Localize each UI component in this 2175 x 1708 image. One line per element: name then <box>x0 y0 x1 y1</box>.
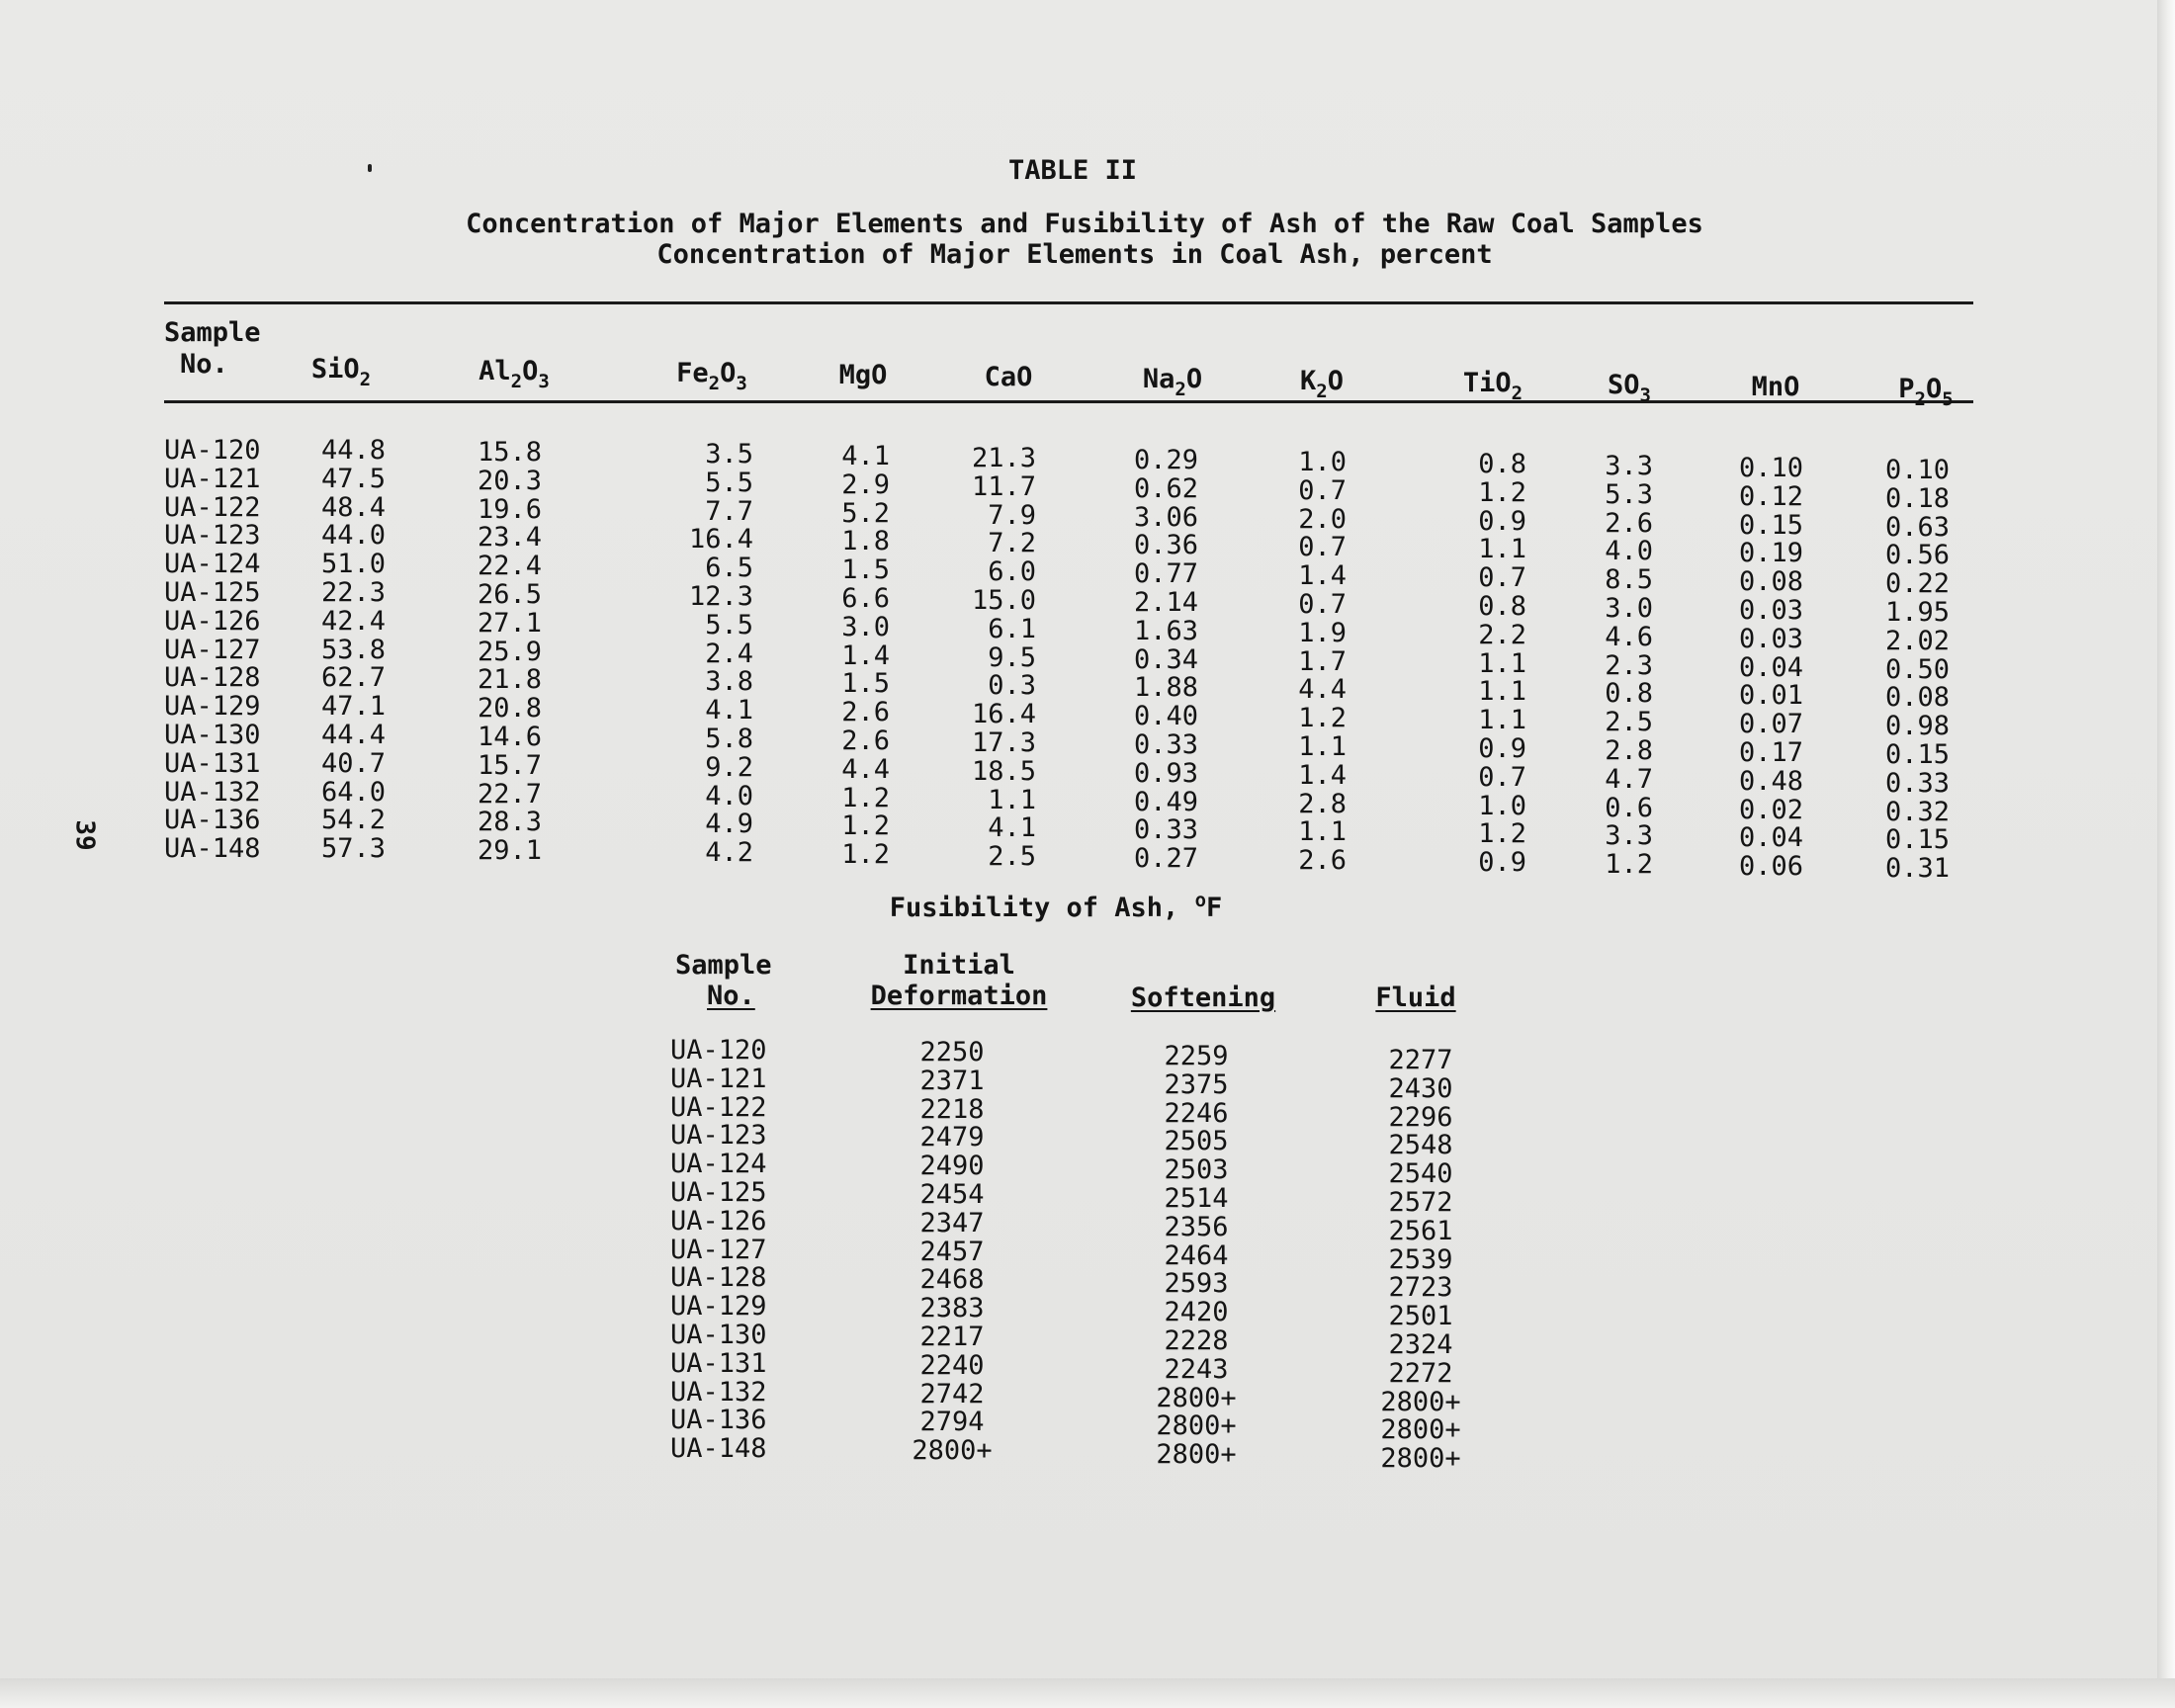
table-cell: 0.93 <box>1133 757 1198 789</box>
table-cell: 14.6 <box>477 722 542 752</box>
header-col-1-sub: 2 <box>359 369 372 390</box>
table-cell: 3.3 <box>1605 451 1653 481</box>
table-cell: 6.5 <box>705 553 753 584</box>
table-cell: 3.8 <box>705 666 753 698</box>
table-cell: 1.1 <box>1298 816 1347 848</box>
header-col-11-sub: 2 <box>1914 388 1926 410</box>
table-cell: 1.2 <box>1298 703 1347 734</box>
header-col-7 <box>1300 366 1344 402</box>
fusibility-title-text: Fusibility of Ash, <box>889 893 1195 923</box>
table-cell: 15.0 <box>971 585 1036 616</box>
table-cell: 4.1 <box>988 812 1036 844</box>
table-cell: 51.0 <box>320 549 386 580</box>
header-col-6-sub: 2 <box>1174 379 1186 400</box>
fus-fluid-temp: 2430 <box>1388 1072 1453 1104</box>
header-sample-line2: No. <box>180 349 228 380</box>
header-col-3 <box>676 358 747 394</box>
table-cell: 47.1 <box>320 691 386 723</box>
table-cell: 1.63 <box>1133 615 1198 646</box>
sample-id: UA-132 <box>164 776 261 808</box>
header-col-10 <box>1752 374 1800 402</box>
table-cell: 3.0 <box>1605 593 1653 624</box>
fus-initial-temp: 2217 <box>919 1322 985 1352</box>
fus-fluid-temp: 2324 <box>1388 1329 1453 1360</box>
table-cell: 4.0 <box>1605 536 1653 567</box>
table-cell: 2.02 <box>1884 625 1950 656</box>
table-cell: 16.4 <box>971 699 1036 730</box>
fus-sample-id: UA-121 <box>670 1063 767 1094</box>
table-cell: 0.04 <box>1738 651 1803 683</box>
table-cell: 44.8 <box>320 435 386 466</box>
table-cell: 2.0 <box>1298 503 1347 535</box>
fus-header-fluid: Fluid <box>1375 982 1456 1013</box>
fus-header-sample-line1: Sample <box>675 950 772 981</box>
header-col-7-base2: O <box>1327 366 1344 396</box>
degree-mark: o <box>1194 890 1207 911</box>
fus-fluid-temp: 2277 <box>1388 1045 1453 1075</box>
header-col-1 <box>310 354 372 390</box>
sample-id: UA-125 <box>164 577 261 608</box>
table-cell: 16.4 <box>688 524 753 555</box>
table-cell: 1.1 <box>988 784 1036 815</box>
fus-initial-temp: 2240 <box>919 1349 985 1381</box>
header-col-2-base: Al <box>478 356 511 386</box>
table-cell: 54.2 <box>320 805 386 836</box>
table-cell: 8.5 <box>1605 564 1653 596</box>
table-cell: 2.6 <box>841 697 890 728</box>
table-cell: 0.77 <box>1133 558 1198 590</box>
page-edge-bottom <box>0 1678 2175 1708</box>
table-cell: 0.62 <box>1133 472 1198 504</box>
header-col-8 <box>1462 368 1523 404</box>
table-cell: 7.7 <box>705 495 753 527</box>
table-title: Concentration of Major Elements and Fusibility of Ash of the Raw Coal Samples <box>466 209 1703 239</box>
table-cell: 0.7 <box>1478 761 1526 793</box>
table-cell: 21.8 <box>477 664 542 696</box>
table-cell: 0.19 <box>1738 538 1803 569</box>
table-cell: 28.3 <box>477 807 542 838</box>
fus-sample-id: UA-125 <box>670 1177 767 1208</box>
sample-id: UA-123 <box>164 520 261 552</box>
table-cell: 0.9 <box>1478 847 1526 879</box>
table-cell: 0.8 <box>1478 591 1526 622</box>
header-col-7-sub: 2 <box>1316 381 1328 402</box>
header-col-2-sub: 2 <box>510 371 523 392</box>
table-cell: 2.8 <box>1298 788 1347 819</box>
table-cell: 1.2 <box>841 782 890 813</box>
table-cell: 0.02 <box>1738 794 1803 825</box>
sample-id: UA-121 <box>164 463 261 494</box>
sample-id: UA-136 <box>164 805 261 836</box>
sample-id: UA-148 <box>164 833 261 865</box>
table-cell: 0.01 <box>1738 680 1803 712</box>
header-sample-line1: Sample <box>164 317 261 348</box>
table-cell: 1.1 <box>1478 676 1526 708</box>
table-cell: 0.40 <box>1133 701 1198 732</box>
fus-softening-temp: 2800+ <box>1156 1382 1237 1413</box>
table-cell: 1.1 <box>1298 731 1347 762</box>
fus-header-sample-line2: No. <box>707 981 755 1011</box>
table-cell: 62.7 <box>320 662 386 694</box>
table-cell: 7.2 <box>988 528 1036 559</box>
table-cell: 0.18 <box>1884 482 1950 514</box>
table-cell: 7.9 <box>988 499 1036 531</box>
table-cell: 22.7 <box>477 778 542 810</box>
table-cell: 11.7 <box>971 470 1036 502</box>
fus-sample-id: UA-126 <box>670 1205 767 1237</box>
fus-sample-id: UA-120 <box>670 1035 767 1066</box>
fus-fluid-temp: 2272 <box>1388 1357 1453 1389</box>
table-cell: 0.07 <box>1738 709 1803 740</box>
table-cell: 1.1 <box>1478 705 1526 736</box>
fus-softening-temp: 2593 <box>1164 1268 1229 1300</box>
table-cell: 0.9 <box>1478 733 1526 764</box>
header-col-8-sub: 2 <box>1511 383 1523 404</box>
table-cell: 0.15 <box>1884 824 1950 856</box>
sample-id: UA-130 <box>164 720 261 750</box>
table-cell: 19.6 <box>477 493 542 525</box>
table-cell: 0.08 <box>1738 566 1803 598</box>
table-cell: 5.2 <box>841 497 890 529</box>
sample-id: UA-126 <box>164 605 261 637</box>
top-rule <box>164 301 1973 304</box>
sample-id: UA-131 <box>164 747 261 779</box>
table-cell: 0.33 <box>1133 814 1198 846</box>
table-cell: 1.4 <box>1298 560 1347 592</box>
table-cell: 1.0 <box>1298 447 1347 477</box>
fus-sample-id: UA-123 <box>670 1120 767 1152</box>
header-col-2 <box>478 356 550 392</box>
table-cell: 25.9 <box>477 636 542 667</box>
table-cell: 42.4 <box>320 605 386 637</box>
table-cell: 1.8 <box>841 526 890 557</box>
sample-id: UA-129 <box>164 691 261 723</box>
table-cell: 5.5 <box>705 609 753 640</box>
table-cell: 0.33 <box>1884 767 1950 799</box>
table-cell: 1.4 <box>841 640 890 671</box>
table-cell: 9.5 <box>988 641 1036 673</box>
table-cell: 0.31 <box>1884 853 1950 885</box>
fus-softening-temp: 2464 <box>1164 1239 1229 1271</box>
header-col-11-sub2: 5 <box>1942 388 1954 410</box>
table-cell: 0.7 <box>1298 589 1347 620</box>
table-cell: 15.8 <box>477 437 542 468</box>
fus-fluid-temp: 2539 <box>1388 1243 1453 1275</box>
header-col-2-base2: O <box>522 356 539 386</box>
table-cell: 18.5 <box>971 755 1036 787</box>
table-cell: 22.4 <box>477 551 542 582</box>
fusibility-unit: F <box>1206 893 1223 923</box>
table-cell: 5.5 <box>705 467 753 498</box>
table-cell: 0.03 <box>1738 623 1803 654</box>
fus-sample-id: UA-124 <box>670 1149 767 1180</box>
table-cell: 0.32 <box>1884 796 1950 827</box>
fus-fluid-temp: 2548 <box>1388 1130 1453 1161</box>
table-cell: 0.33 <box>1133 729 1198 760</box>
table-cell: 0.10 <box>1884 455 1950 485</box>
speck-mark <box>368 164 372 172</box>
sample-id: UA-128 <box>164 662 261 694</box>
header-col-3-base: Fe <box>676 358 709 388</box>
header-col-6-base2: O <box>1185 364 1203 394</box>
table-cell: 4.4 <box>841 753 890 785</box>
fus-initial-temp: 2454 <box>919 1179 985 1210</box>
table-cell: 0.15 <box>1884 739 1950 770</box>
header-col-2-sub2: 3 <box>538 371 550 392</box>
fus-fluid-temp: 2572 <box>1388 1187 1453 1218</box>
header-col-4-base: MgO <box>838 360 888 390</box>
fus-sample-id: UA-131 <box>670 1347 767 1379</box>
header-col-6 <box>1142 364 1203 400</box>
table-cell: 2.2 <box>1478 619 1526 650</box>
fus-softening-temp: 2356 <box>1164 1211 1229 1242</box>
table-cell: 0.12 <box>1738 480 1803 512</box>
fus-sample-id: UA-130 <box>670 1320 767 1350</box>
table-cell: 0.6 <box>1605 792 1653 823</box>
table-cell: 0.8 <box>1605 678 1653 710</box>
header-col-11-base2: O <box>1926 374 1943 404</box>
fus-softening-temp: 2800+ <box>1156 1410 1237 1442</box>
fus-initial-temp: 2468 <box>919 1264 985 1296</box>
fus-sample-id: UA-128 <box>670 1262 767 1294</box>
table-cell: 1.2 <box>1478 476 1526 508</box>
page-number: 39 <box>69 819 100 851</box>
table-cell: 0.34 <box>1133 643 1198 675</box>
fus-initial-temp: 2371 <box>919 1065 985 1096</box>
fus-fluid-temp: 2561 <box>1388 1215 1453 1246</box>
table-cell: 15.7 <box>477 749 542 781</box>
sample-id: UA-124 <box>164 549 261 580</box>
table-cell: 2.5 <box>1605 707 1653 738</box>
header-col-8-base: TiO <box>1462 368 1512 398</box>
table-cell: 0.7 <box>1478 562 1526 594</box>
table-cell: 0.29 <box>1133 445 1198 475</box>
table-cell: 2.6 <box>841 726 890 756</box>
fus-softening-temp: 2800+ <box>1156 1439 1237 1471</box>
fus-initial-temp: 2490 <box>919 1151 985 1182</box>
table-cell: 2.14 <box>1133 587 1198 618</box>
header-col-9-sub: 3 <box>1639 384 1651 406</box>
table-cell: 57.3 <box>320 833 386 865</box>
table-cell: 0.7 <box>1298 474 1347 506</box>
table-cell: 2.8 <box>1605 735 1653 766</box>
table-cell: 4.6 <box>1605 621 1653 652</box>
header-col-7-base: K <box>1300 366 1317 396</box>
table-cell: 1.0 <box>1478 790 1526 821</box>
table-cell: 4.1 <box>841 441 890 471</box>
table-cell: 4.7 <box>1605 763 1653 795</box>
fus-header-initial-line2: Deformation <box>870 981 1048 1011</box>
header-rule <box>164 400 1973 403</box>
table-cell: 0.17 <box>1738 737 1803 768</box>
fus-initial-temp: 2250 <box>919 1037 985 1068</box>
fus-fluid-temp: 2723 <box>1388 1272 1453 1304</box>
table-cell: 44.4 <box>320 720 386 750</box>
table-cell: 2.6 <box>1605 507 1653 539</box>
fus-fluid-temp: 2800+ <box>1380 1443 1461 1475</box>
table-cell: 12.3 <box>688 581 753 612</box>
table-cell: 22.3 <box>320 577 386 608</box>
table-cell: 26.5 <box>477 579 542 610</box>
fus-softening-temp: 2246 <box>1164 1097 1229 1129</box>
table-cell: 1.9 <box>1298 617 1347 648</box>
table-cell: 0.50 <box>1884 653 1950 685</box>
table-subtitle: Concentration of Major Elements in Coal Ash, percent <box>656 239 1493 270</box>
fus-sample-id: UA-136 <box>670 1405 767 1436</box>
table-cell: 1.95 <box>1884 597 1950 628</box>
table-cell: 4.2 <box>705 837 753 869</box>
table-cell: 5.8 <box>705 724 753 754</box>
table-cell: 2.4 <box>705 638 753 669</box>
table-cell: 0.04 <box>1738 822 1803 854</box>
sample-id: UA-120 <box>164 435 261 466</box>
table-cell: 0.3 <box>988 670 1036 702</box>
fus-initial-temp: 2800+ <box>912 1435 993 1467</box>
table-cell: 0.49 <box>1133 786 1198 817</box>
header-col-11-base: P <box>1898 374 1915 404</box>
table-cell: 0.08 <box>1884 682 1950 714</box>
fus-sample-id: UA-122 <box>670 1091 767 1123</box>
table-cell: 64.0 <box>320 776 386 808</box>
table-cell: 0.48 <box>1738 765 1803 797</box>
header-col-5 <box>985 364 1033 392</box>
fus-header-initial-line1: Initial <box>903 950 1015 981</box>
table-cell: 47.5 <box>320 463 386 494</box>
table-cell: 53.8 <box>320 634 386 665</box>
fus-initial-temp: 2457 <box>919 1236 985 1267</box>
table-cell: 4.9 <box>705 809 753 840</box>
table-cell: 27.1 <box>477 607 542 639</box>
fus-sample-id: UA-132 <box>670 1376 767 1408</box>
table-cell: 44.0 <box>320 520 386 552</box>
table-cell: 1.5 <box>841 668 890 700</box>
table-cell: 1.2 <box>1478 818 1526 850</box>
fus-sample-id: UA-148 <box>670 1433 767 1465</box>
table-cell: 3.0 <box>841 611 890 642</box>
table-cell: 1.2 <box>841 839 890 871</box>
fus-sample-id: UA-127 <box>670 1234 767 1265</box>
fus-header-softening: Softening <box>1130 982 1276 1013</box>
table-cell: 0.03 <box>1738 595 1803 626</box>
fus-fluid-temp: 2540 <box>1388 1158 1453 1190</box>
header-col-9 <box>1608 370 1651 406</box>
header-col-10-base: MnO <box>1751 372 1800 402</box>
table-cell: 0.22 <box>1884 568 1950 600</box>
fus-softening-temp: 2375 <box>1164 1068 1229 1100</box>
fus-fluid-temp: 2800+ <box>1380 1414 1461 1446</box>
table-cell: 1.1 <box>1478 534 1526 565</box>
table-cell: 1.4 <box>1298 759 1347 791</box>
table-cell: 1.2 <box>841 811 890 842</box>
fus-softening-temp: 2503 <box>1164 1154 1229 1186</box>
table-cell: 29.1 <box>477 835 542 867</box>
table-cell: 0.27 <box>1133 843 1198 875</box>
table-cell: 0.8 <box>1478 449 1526 479</box>
fus-fluid-temp: 2800+ <box>1380 1386 1461 1417</box>
header-col-3-sub: 2 <box>708 373 721 394</box>
table-cell: 2.5 <box>988 841 1036 873</box>
table-cell: 3.3 <box>1605 820 1653 852</box>
table-cell: 6.6 <box>841 583 890 614</box>
fus-softening-temp: 2243 <box>1164 1353 1229 1385</box>
page-edge-right <box>2157 0 2175 1708</box>
header-col-6-base: Na <box>1142 364 1175 394</box>
table-cell: 6.1 <box>988 613 1036 644</box>
fus-initial-temp: 2383 <box>919 1293 985 1324</box>
table-cell: 0.10 <box>1738 453 1803 483</box>
table-cell: 0.98 <box>1884 711 1950 742</box>
fus-initial-temp: 2218 <box>919 1093 985 1125</box>
table-cell: 0.36 <box>1133 530 1198 561</box>
fus-initial-temp: 2742 <box>919 1378 985 1409</box>
header-col-1-base: SiO <box>310 354 360 384</box>
fus-initial-temp: 2794 <box>919 1407 985 1438</box>
fus-softening-temp: 2228 <box>1164 1325 1229 1356</box>
fus-softening-temp: 2505 <box>1164 1126 1229 1157</box>
header-col-3-sub2: 3 <box>736 373 747 394</box>
table-cell: 3.06 <box>1133 501 1198 533</box>
fus-softening-temp: 2259 <box>1164 1041 1229 1071</box>
fus-softening-temp: 2420 <box>1164 1297 1229 1328</box>
table-cell: 0.63 <box>1884 511 1950 543</box>
table-label: TABLE II <box>1007 155 1138 186</box>
table-cell: 0.9 <box>1478 505 1526 537</box>
table-cell: 1.88 <box>1133 672 1198 704</box>
table-cell: 4.0 <box>705 780 753 811</box>
fus-initial-temp: 2479 <box>919 1122 985 1153</box>
fusibility-title <box>889 890 1223 923</box>
table-cell: 2.6 <box>1298 845 1347 877</box>
table-cell: 21.3 <box>971 443 1036 473</box>
table-cell: 1.5 <box>841 555 890 586</box>
fus-fluid-temp: 2501 <box>1388 1301 1453 1332</box>
header-col-9-base: SO <box>1608 370 1640 400</box>
table-cell: 5.3 <box>1605 478 1653 510</box>
table-cell: 4.4 <box>1298 674 1347 706</box>
fus-softening-temp: 2514 <box>1164 1183 1229 1214</box>
table-cell: 9.2 <box>705 751 753 783</box>
table-cell: 20.3 <box>477 465 542 496</box>
fus-sample-id: UA-129 <box>670 1291 767 1323</box>
table-cell: 23.4 <box>477 522 542 554</box>
fus-fluid-temp: 2296 <box>1388 1101 1453 1133</box>
table-cell: 4.1 <box>705 695 753 726</box>
table-cell: 0.06 <box>1738 851 1803 883</box>
table-cell: 6.0 <box>988 556 1036 588</box>
table-cell: 0.7 <box>1298 532 1347 563</box>
header-col-4 <box>839 362 888 390</box>
table-cell: 40.7 <box>320 747 386 779</box>
header-col-5-base: CaO <box>984 362 1033 392</box>
table-cell: 0.15 <box>1738 509 1803 541</box>
table-cell: 17.3 <box>971 727 1036 758</box>
header-col-11 <box>1898 374 1954 410</box>
table-cell: 2.9 <box>841 469 890 500</box>
table-cell: 1.1 <box>1478 647 1526 679</box>
table-cell: 1.7 <box>1298 645 1347 677</box>
table-cell: 3.5 <box>705 439 753 470</box>
fus-initial-temp: 2347 <box>919 1207 985 1238</box>
table-cell: 0.56 <box>1884 540 1950 571</box>
table-cell: 2.3 <box>1605 649 1653 681</box>
header-col-3-base2: O <box>720 358 737 388</box>
table-cell: 20.8 <box>477 693 542 725</box>
table-cell: 1.2 <box>1605 849 1653 881</box>
table-cell: 48.4 <box>320 491 386 523</box>
sample-id: UA-127 <box>164 634 261 665</box>
sample-id: UA-122 <box>164 491 261 523</box>
